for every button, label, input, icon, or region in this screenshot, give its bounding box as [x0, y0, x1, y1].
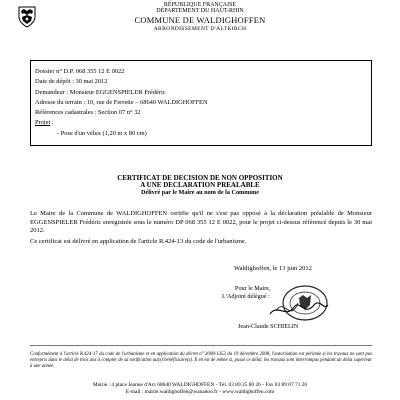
footer-address: Mairie : 4 place Jeanne d'Arc 68640 WALDIGHOFFEN - Tél. 03 89 25 80 26 - Fax 03 89 07 71 26 — [92, 382, 308, 388]
for-the-mayor: Pour le Maire, — [235, 285, 271, 292]
header-department: DÉPARTEMENT DU HAUT-RHIN — [156, 8, 244, 14]
dossier-info-box — [30, 60, 372, 146]
footer-legal-note: Conformément à l'article R.424-17 du code de l'urbanisme et en application du décret n° 2008-1353 du 19 décembre 2008, l'autorisation est périmée si les travaux ne sont pas entrepris dans le délai de trois ans à compter de sa notification au(x) bénéficiaire(s). Il en est de même si, passé ce délai, les travaux sont interrompus pendant un délai supérieur à une année. — [30, 352, 372, 369]
deputy-title: L'Adjoint délégué : — [222, 293, 270, 300]
certificate-paragraph: Le Maire de la Commune de WALDIGHOFFEN certifie qu'il ne s'est pas opposé à la déclaration préalable de Monsieur EGGENSPIELER Frédéric enregistrée sous le numéro DP 068 355 12 E 0022, pour le projet ci-dessus référencé depuis le 30 mai 2012. — [30, 210, 372, 234]
cadastral-references: Références cadastrales : Section 07 n° 32 — [35, 109, 141, 117]
place-and-date: Waldighoffen, le 13 juin 2012 — [234, 265, 312, 272]
land-address: Adresse du terrain : 10, rue de Ferrette – 68640 WALDIGHOFFEN — [35, 98, 208, 106]
legal-basis-paragraph: Ce certificat est délivré en application de l'article R.424-13 du code de l'urbanisme. — [30, 238, 247, 245]
certificate-title: CERTIFICAT DE DECISION DE NON OPPOSITION — [117, 174, 283, 182]
dossier-number: Dossier n° D.P. 068 355 12 E 0022 — [35, 68, 125, 75]
header-republic: RÉPUBLIQUE FRANÇAISE — [163, 2, 237, 8]
project-colon: : — [50, 119, 54, 127]
project-heading — [35, 118, 371, 128]
footer-divider — [30, 345, 372, 346]
project-item: - Pose d'un vélux (1,20 m x 80 cm) — [57, 129, 147, 137]
signer-name: Jean-Claude SCHIELIN — [238, 323, 299, 330]
footer-email: E-mail : mairie.waldighoffen@wanadoo.fr - www.waldighoffen.com — [125, 389, 275, 395]
certificate-subtitle: A UNE DECLARATION PREALABLE — [140, 181, 260, 189]
applicant: Demandeur : Monsieur EGGENSPIELER Frédéric — [35, 88, 166, 96]
header-commune: COMMUNE DE WALDIGHOFFEN — [134, 15, 266, 25]
certificate-issued-by: Délivré par le Maire au nom de la Commune — [140, 189, 259, 196]
header-district: ARRONDISSEMENT D'ALTKIRCH — [153, 26, 247, 32]
project-label: Projet — [35, 119, 51, 127]
deposit-date: Date de dépôt : 30 mai 2012 — [35, 78, 108, 86]
